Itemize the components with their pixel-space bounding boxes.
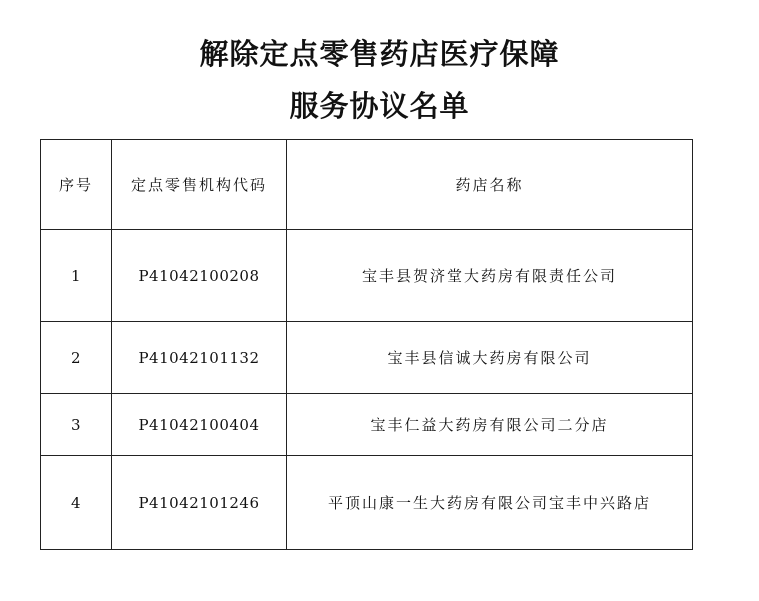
table-row	[41, 322, 693, 394]
document-title-line-1: 解除定点零售药店医疗保障	[199, 37, 560, 71]
table-row	[41, 456, 693, 550]
row-pharmacy-name: 宝丰仁益大药房有限公司二分店	[287, 394, 693, 456]
row-pharmacy-name: 宝丰县信诚大药房有限公司	[287, 322, 693, 394]
header-name: 药店名称	[287, 140, 693, 230]
row-seq: 4	[41, 456, 112, 550]
header-code: 定点零售机构代码	[112, 140, 287, 230]
table-row	[41, 394, 693, 456]
row-seq: 3	[41, 394, 112, 456]
row-code: P41042100404	[112, 394, 287, 456]
row-pharmacy-name: 宝丰县贺济堂大药房有限责任公司	[287, 230, 693, 322]
row-pharmacy-name: 平顶山康一生大药房有限公司宝丰中兴路店	[287, 456, 693, 550]
table-header-row	[41, 140, 693, 230]
pharmacy-list-table	[40, 139, 693, 550]
row-seq: 1	[41, 230, 112, 322]
row-code: P41042101246	[112, 456, 287, 550]
row-code: P41042100208	[112, 230, 287, 322]
header-seq: 序号	[41, 140, 112, 230]
document-title-line-2: 服务协议名单	[289, 89, 470, 123]
table-row	[41, 230, 693, 322]
row-seq: 2	[41, 322, 112, 394]
row-code: P41042101132	[112, 322, 287, 394]
